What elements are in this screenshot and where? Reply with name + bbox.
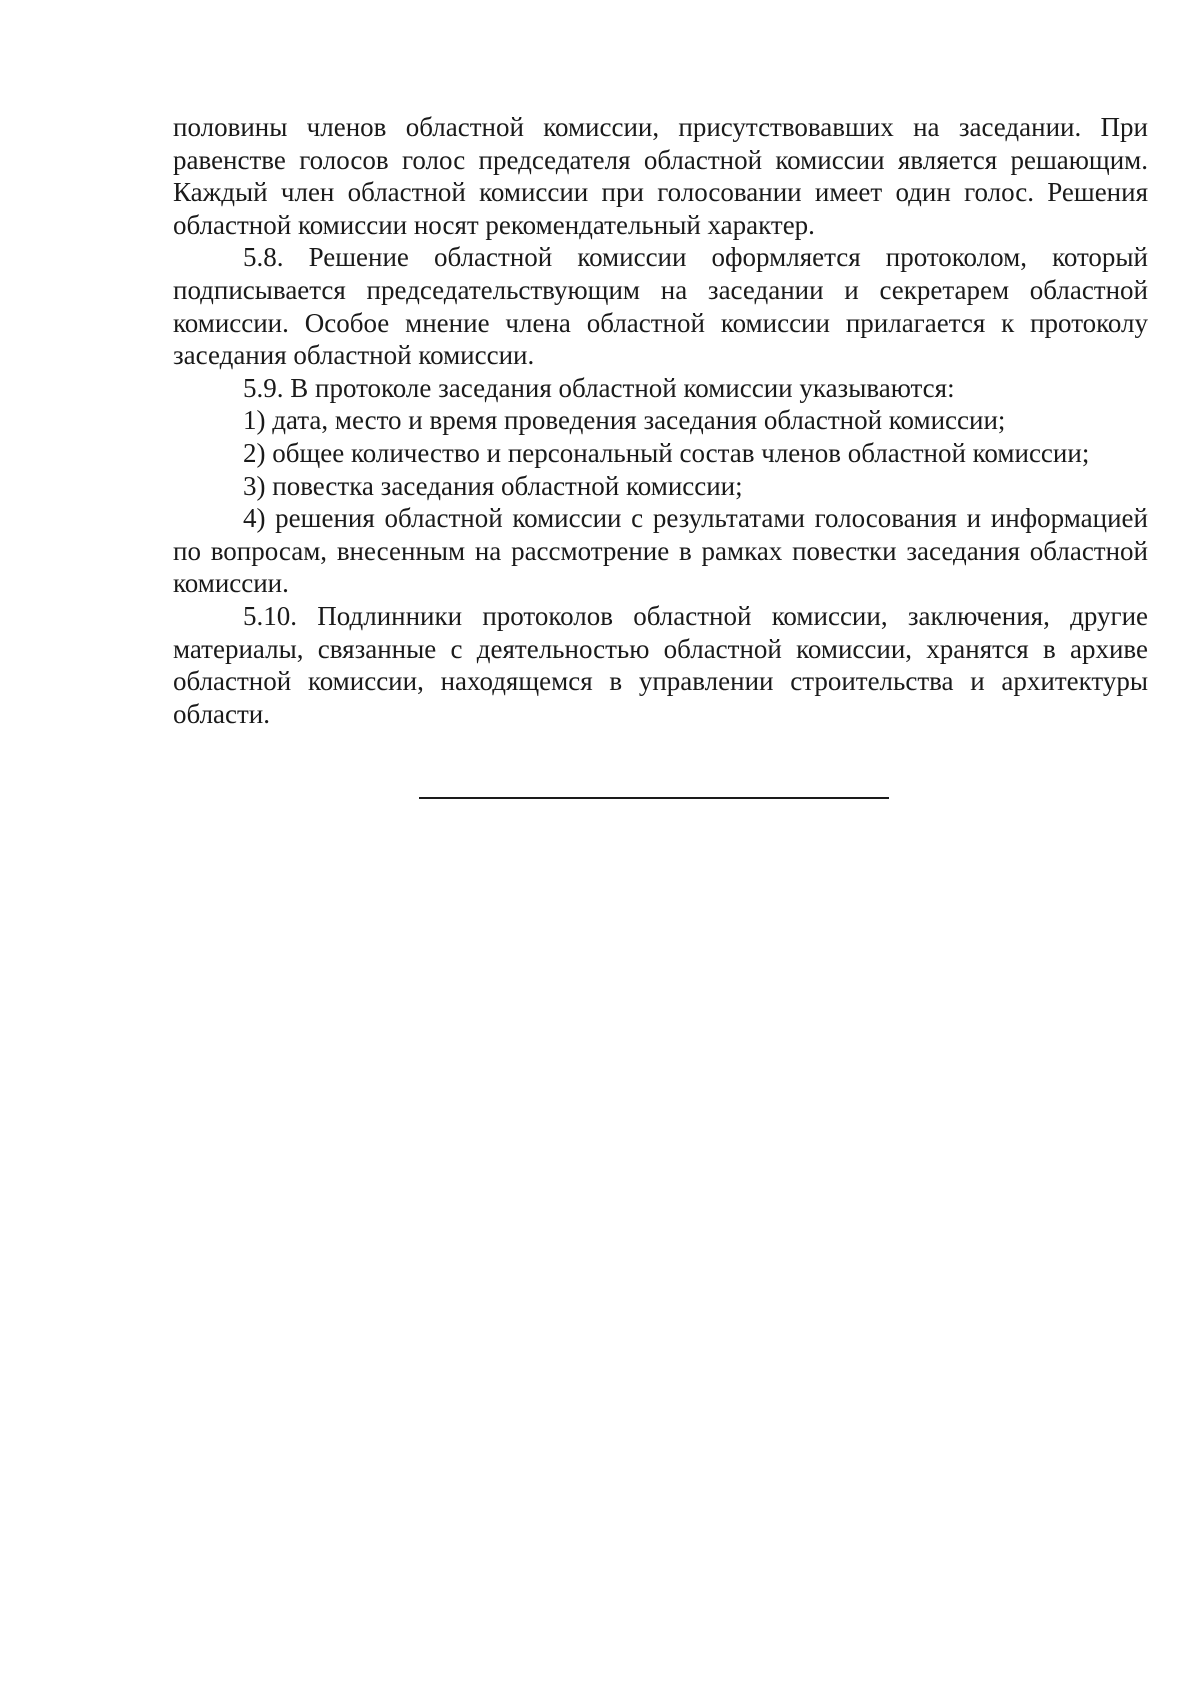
paragraph-5-8: 5.8. Решение областной комиссии оформляется протоколом, который подписывается председательствующим на заседании и секретарем областной комиссии. Особое мнение члена областной комиссии прилагается к протоколу заседания областной комиссии. xyxy=(173,242,1148,371)
list-item-3: 3) повестка заседания областной комиссии; xyxy=(243,470,743,501)
document-body xyxy=(173,111,1148,730)
paragraph-5-10: 5.10. Подлинники протоколов областной комиссии, заключения, другие материалы, связанные с деятельностью областной комиссии, хранятся в архиве областной комиссии, находящемся в управлении строительства и архитектуры области. xyxy=(173,600,1148,729)
list-item-1: 1) дата, место и время проведения заседания областной комиссии; xyxy=(243,405,1006,436)
list-item-2: 2) общее количество и персональный состав членов областной комиссии; xyxy=(243,437,1090,468)
paragraph-5-9: 5.9. В протоколе заседания областной комиссии указываются: xyxy=(243,372,955,403)
list-item-4: 4) решения областной комиссии с результатами голосования и информацией по вопросам, внесенным на рассмотрение в рамках повестки заседания областной комиссии. xyxy=(173,503,1148,599)
end-of-document-rule xyxy=(419,797,889,799)
paragraph-continuation: половины членов областной комиссии, присутствовавших на заседании. При равенстве голосов голос председателя областной комиссии является решающим. Каждый член областной комиссии при голосовании имеет один голос. Решения областной комиссии носят рекомендательный характер. xyxy=(173,112,1148,240)
